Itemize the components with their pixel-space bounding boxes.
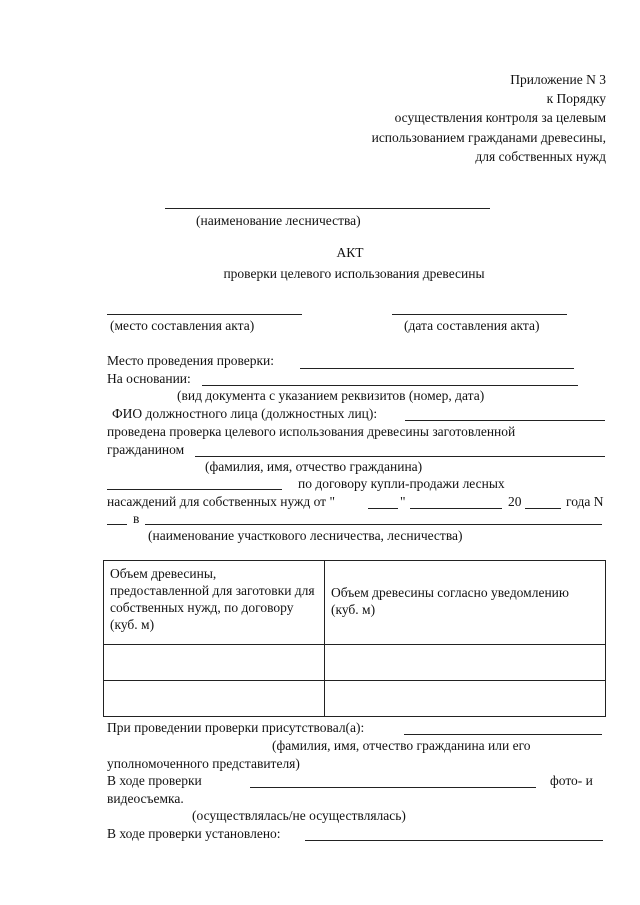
appendix-line-2: к Порядку [546,91,606,107]
contract-month-line[interactable] [410,508,502,509]
table-row [104,645,606,681]
district-caption: (наименование участкового лесничества, лесничества) [148,528,463,543]
official-label: ФИО должностного лица (должностных лиц): [112,406,378,421]
established-line[interactable] [305,840,603,841]
appendix-line-4: использованием гражданами древесины, [371,129,606,145]
district-line[interactable] [145,524,602,525]
basis-caption: (вид документа с указанием реквизитов (номер, дата) [177,388,485,403]
appendix-line-3: осуществления контроля за целевым [394,110,606,126]
photo-caption: (осуществлялась/не осуществлялась) [192,808,406,823]
act-place-line[interactable] [107,314,302,315]
present-line[interactable] [404,734,602,735]
act-date-caption: (дата составления акта) [404,318,540,333]
contract-day-line[interactable] [368,508,398,509]
photo-text-b: фото- и [550,773,593,788]
act-date-line[interactable] [392,314,567,315]
basis-label: На основании: [107,371,191,386]
contract-blank-line[interactable] [107,489,282,490]
contract-text-line-1: по договору купли-продажи лесных [298,476,505,491]
act-place-caption: (место составления акта) [110,318,255,333]
table-header-notice-volume: Объем древесины согласно уведомлению (куб. м) [325,561,606,645]
table-row [104,681,606,717]
official-line[interactable] [405,420,605,421]
contract-text-line-2b: " [400,494,406,509]
contract-year-prefix: 20 [508,494,522,509]
forestry-caption: (наименование лесничества) [196,213,361,228]
table-header-contract-volume: Объем древесины, предоставленной для заготовки для собственных нужд, по договору (куб. м) [104,561,325,645]
established-label: В ходе проверки установлено: [107,826,281,841]
table-cell[interactable] [325,681,606,717]
basis-line[interactable] [202,385,578,386]
table-cell[interactable] [325,645,606,681]
in-word: в [133,511,140,526]
act-title: АКТ [336,245,364,260]
appendix-header [372,70,606,166]
table-cell[interactable] [104,645,325,681]
citizen-caption: (фамилия, имя, отчество гражданина) [205,459,423,474]
contract-year-line[interactable] [525,508,561,509]
inspection-place-label: Место проведения проверки: [107,353,275,368]
forestry-name-line[interactable] [165,208,490,209]
conducted-text-line-1: проведена проверка целевого использования древесины заготовленной [107,424,516,439]
appendix-title: Приложение N 3 [510,72,606,87]
contract-number-label: года N [566,494,604,509]
appendix-line-5: для собственных нужд [475,148,606,164]
photo-line[interactable] [250,787,536,788]
table-cell[interactable] [104,681,325,717]
contract-number-line[interactable] [107,524,127,525]
present-label: При проведении проверки присутствовал(а): [107,720,365,735]
table-header-row [104,561,606,645]
citizen-name-line[interactable] [195,456,605,457]
conducted-text-line-2: гражданином [107,442,185,457]
present-caption-1: (фамилия, имя, отчество гражданина или его [272,738,531,753]
act-subtitle: проверки целевого использования древесины [223,266,485,281]
inspection-place-line[interactable] [300,368,574,369]
photo-text-c: видеосъемка. [107,791,184,806]
photo-text-a: В ходе проверки [107,773,202,788]
present-caption-2: уполномоченного представителя) [107,756,300,771]
volume-table [103,560,606,717]
contract-text-line-2a: насаждений для собственных нужд от " [107,494,335,509]
